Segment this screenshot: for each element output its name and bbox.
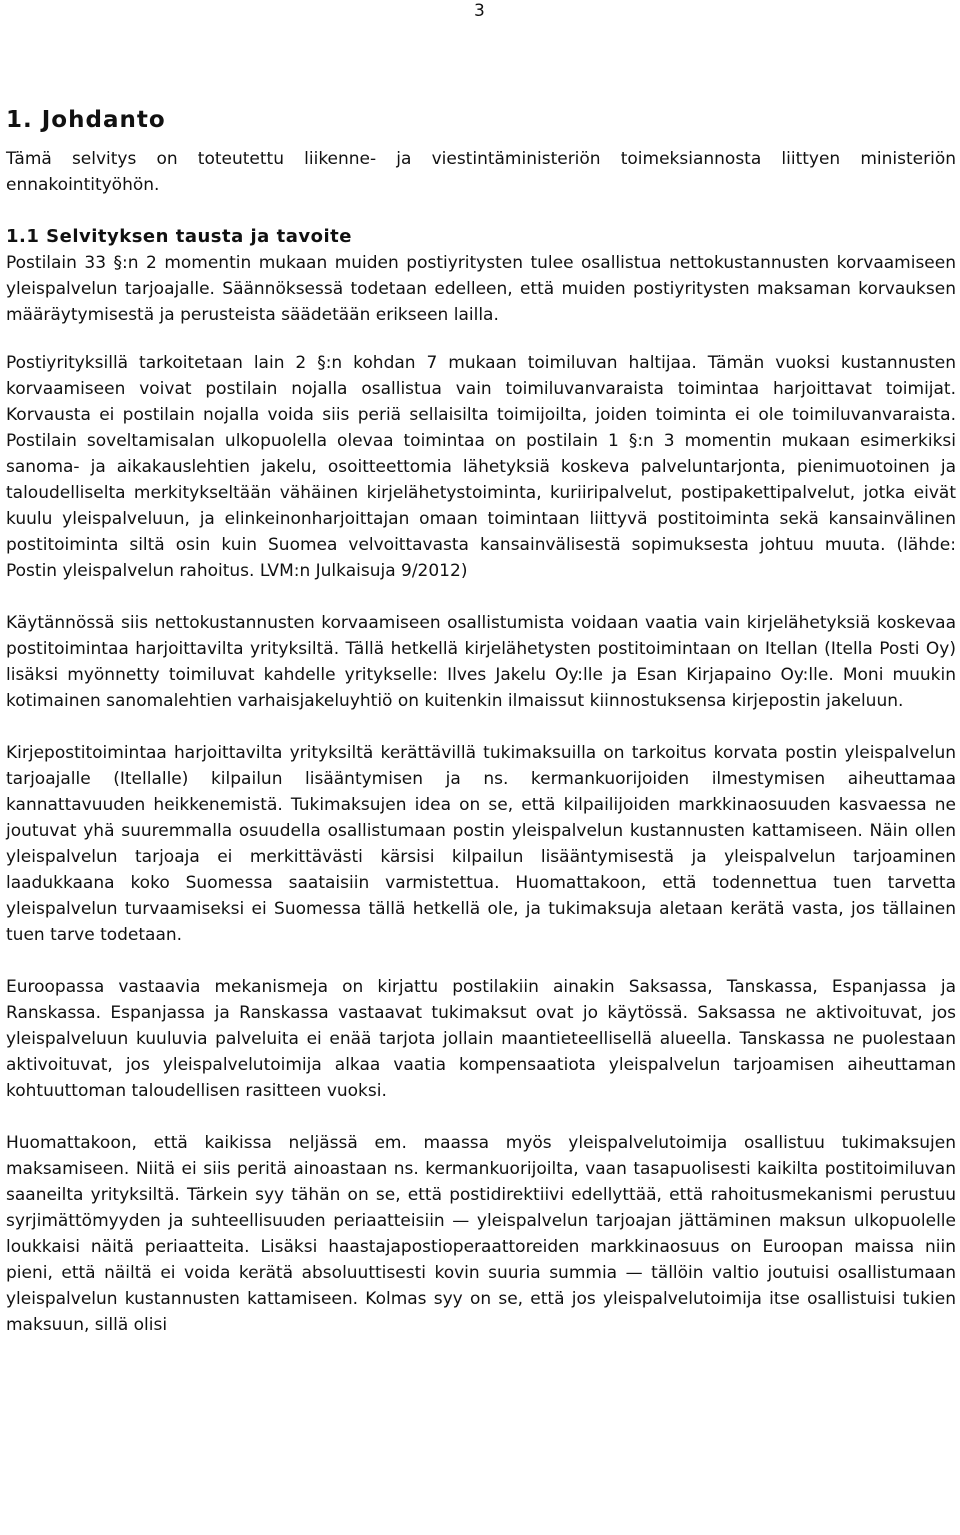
document-body: [6, 104, 956, 1338]
paragraph-2: Postiyrityksillä tarkoitetaan lain 2 §:n kohdan 7 mukaan toimiluvan haltijaa. Tämän vuoksi kustannusten korvaamiseen voivat postilain nojalla osallistua vain toimiluvanvaraista toimintaa harjoittavat toimijat. Korvausta ei postilain nojalla voida siis periä sellaisilta toimijoilta, joiden toiminta ei ole toimiluvanvaraista. Postilain soveltamisalan ulkopuolella olevaa toimintaa on postilain 1 §:n 3 momentin mukaan esimerkiksi sanoma- ja aikakauslehtien jakelu, osoitteettomia lähetyksiä koskeva palveluntarjonta, pienimuotoinen ja taloudelliselta merkitykseltään vähäinen kirjelähetystoiminta, kuriiripalvelut, postipakettipalvelut, jotka eivät kuulu yleispalveluun, ja elinkeinonharjoittajan omaan toimintaan liittyvä postitoiminta sekä kansainvälinen postitoiminta siltä osin kuin Suomea velvoittavasta kansainvälisestä sopimuksesta johtuu muuta. (lähde: Postin yleispalvelun rahoitus. LVM:n Julkaisuja 9/2012): [6, 353, 956, 581]
subsection-title: 1.1 Selvityksen tausta ja tavoite: [6, 226, 352, 247]
section-title: 1. Johdanto: [6, 107, 166, 133]
spacer: [6, 714, 956, 740]
spacer: [6, 198, 956, 224]
spacer: [6, 328, 956, 350]
paragraph-5: Euroopassa vastaavia mekanismeja on kirjattu postilakiin ainakin Saksassa, Tanskassa, Espanjassa ja Ranskassa. Espanjassa ja Ranskassa vastaavat tukimaksut ovat jo käytössä. Saksassa ne aktivoituvat, jos yleispalveluun kuuluvia palveluita ei enää tarjota jollain maantieteellisellä alueella. Tanskassa ne puolestaan aktivoituvat, jos yleispalvelutoimija alkaa vaatia kompensaatiota yleispalvelun tarjoamisen aiheuttaman kohtuuttoman taloudellisen rasitteen vuoksi.: [6, 977, 956, 1101]
paragraph-3: Käytännössä siis nettokustannusten korvaamiseen osallistumista voidaan vaatia vain kirjelähetyksiä koskevaa postitoimintaa harjoittavilta yrityksiltä. Tällä hetkellä kirjelähetysten postitoimintaan on Itellan (Itella Posti Oy) lisäksi myönnetty toimiluvat kahdelle yritykselle: Ilves Jakelu Oy:lle ja Esan Kirjapaino Oy:lle. Moni muukin kotimainen sanomalehtien varhaisjakeluyhtiö on kuitenkin ilmaissut kiinnostuksensa kirjepostin jakeluun.: [6, 613, 956, 711]
spacer: [6, 948, 956, 974]
paragraph-4: Kirjepostitoimintaa harjoittavilta yrityksiltä kerättävillä tukimaksuilla on tarkoitus korvata postin yleispalvelun tarjoajalle (Itellalle) kilpailun lisääntymisen ja ns. kermankuorijoiden ilmestymisen aiheuttamaa kannattavuuden heikkenemistä. Tukimaksujen idea on se, että kilpailijoiden markkinaosuuden kasvaessa ne joutuvat yhä suuremmalla osuudella osallistumaan postin yleispalvelun kustannusten kattamiseen. Näin ollen yleispalvelun tarjoaja ei merkittävästi kärsisi kilpailun lisääntymisestä ja yleispalvelun tarjoaminen laadukkaana koko Suomessa saataisiin varmistettua. Huomattakoon, että todennettua tuen tarvetta yleispalvelun turvaamiseksi ei Suomessa tällä hetkellä ole, ja tukimaksuja aletaan kerätä vasta, jos tällainen tuen tarve todetaan.: [6, 743, 956, 945]
spacer: [6, 584, 956, 610]
paragraph-6: Huomattakoon, että kaikissa neljässä em. maassa myös yleispalvelutoimija osallistuu tukimaksujen maksamiseen. Niitä ei siis peritä ainoastaan ns. kermankuorijoilta, vaan tasapuolisesti kaikilta postitoimiluvan saaneilta yrityksiltä. Tärkein syy tähän on se, että postidirektiivi edellyttää, että rahoitusmekanismi perustuu syrjimättömyyden ja suhteellisuuden periaatteisiin — yleispalvelun tarjoajan jättäminen maksun ulkopuolelle loukkaisi näitä periaatteita. Lisäksi haastajapostioperaattoreiden markkinaosuus on Euroopan maissa niin pieni, että näiltä ei voida kerätä absoluuttisesti kovin suuria summia — tällöin valtio joutuisi osallistumaan yleispalvelun kustannusten kattamiseen. Kolmas syy on se, että jos yleispalvelutoimija itse osallistuisi tukien maksuun, sillä olisi: [6, 1133, 956, 1335]
page-number: 3: [474, 1, 485, 21]
spacer: [6, 1104, 956, 1130]
paragraph-1: Postilain 33 §:n 2 momentin mukaan muiden postiyritysten tulee osallistua nettokustannusten korvaamiseen yleispalvelun tarjoajalle. Säännöksessä todetaan edelleen, että muiden postiyritysten maksaman korvauksen määräytymisestä ja perusteista säädetään erikseen lailla.: [6, 253, 956, 325]
intro-paragraph: Tämä selvitys on toteutettu liikenne- ja viestintäministeriön toimeksiannosta liittyen ministeriön ennakointityöhön.: [6, 149, 956, 195]
